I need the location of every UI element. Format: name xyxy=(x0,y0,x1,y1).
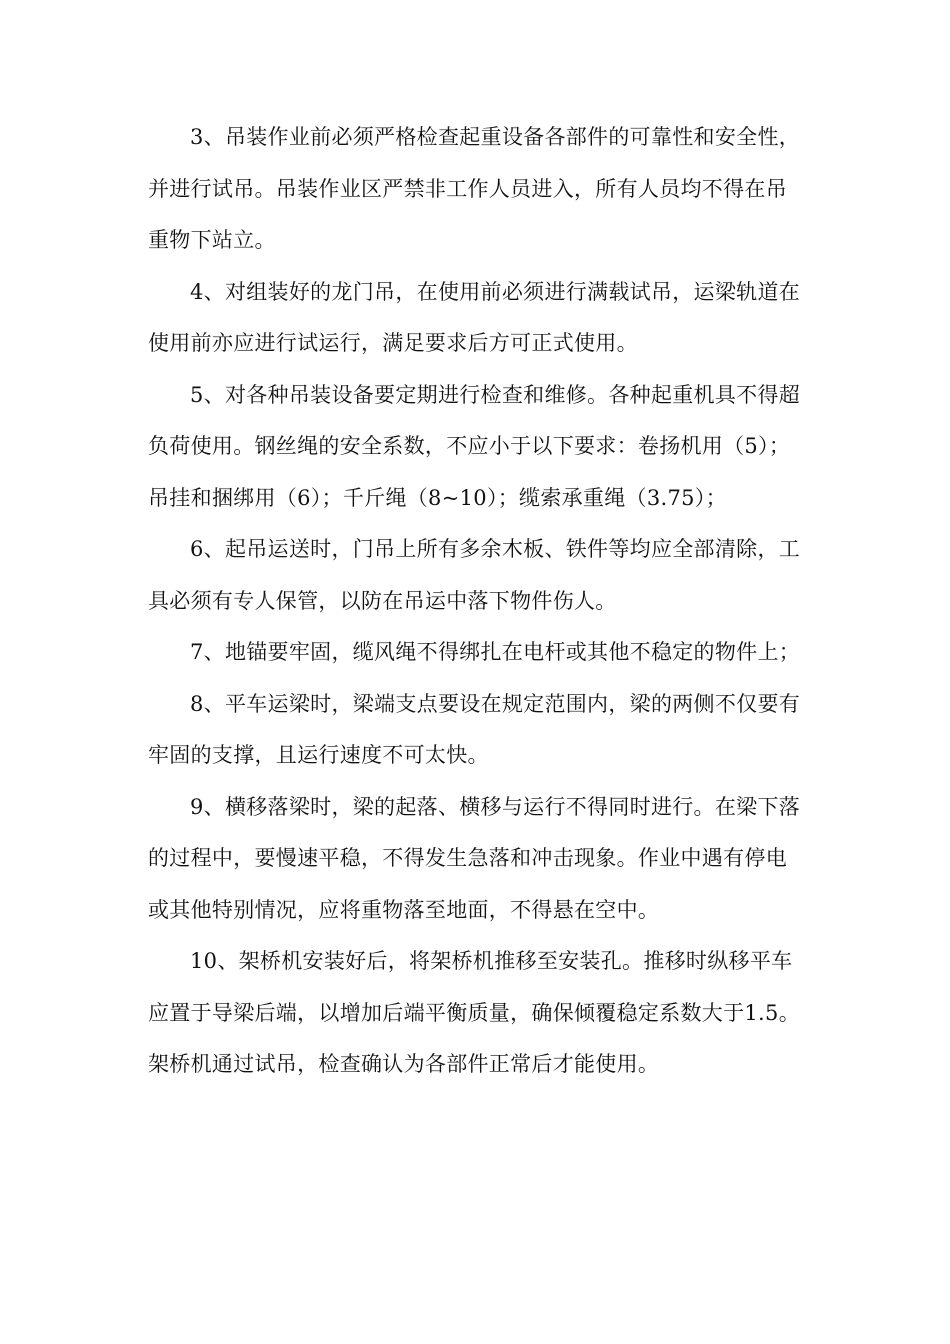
paragraph-item-3: 3、吊装作业前必须严格检查起重设备各部件的可靠性和安全性，并进行试吊。吊装作业区严禁非工作人员进入，所有人员均不得在吊重物下站立。 xyxy=(148,125,801,252)
paragraph-item-7: 7、地锚要牢固，缆风绳不得绑扎在电杆或其他不稳定的物件上； xyxy=(190,640,801,664)
paragraph-item-10: 10、架桥机安装好后，将架桥机推移至安装孔。推移时纵移平车应置于导梁后端，以增加后端平衡质量，确保倾覆稳定系数大于1.5。架桥机通过试吊，检查确认为各部件正常后才能使用。 xyxy=(148,949,800,1076)
paragraph-item-4: 4、对组装好的龙门吊，在使用前必须进行满载试吊，运梁轨道在使用前亦应进行试运行，满足要求后方可正式使用。 xyxy=(148,279,801,355)
paragraph-item-9: 9、横移落梁时，梁的起落、横移与运行不得同时进行。在梁下落的过程中，要慢速平稳，不得发生急落和冲击现象。作业中遇有停电或其他特别情况，应将重物落至地面，不得悬在空中。 xyxy=(148,794,801,922)
paragraph-item-6: 6、起吊运送时，门吊上所有多余木板、铁件等均应全部清除，工具必须有专人保管，以防在吊运中落下物件伤人。 xyxy=(148,537,801,613)
paragraph-item-8: 8、平车运梁时，梁端支点要设在规定范围内，梁的两侧不仅要有牢固的支撑，且运行速度不可太快。 xyxy=(148,691,801,767)
paragraph-item-5: 5、对各种吊装设备要定期进行检查和维修。各种起重机具不得超负荷使用。钢丝绳的安全系数，不应小于以下要求：卷扬机用（5）；吊挂和捆绑用（6）；千斤绳（8~10）；缆索承重绳（3.75）； xyxy=(148,382,801,510)
document-body xyxy=(148,112,808,1091)
